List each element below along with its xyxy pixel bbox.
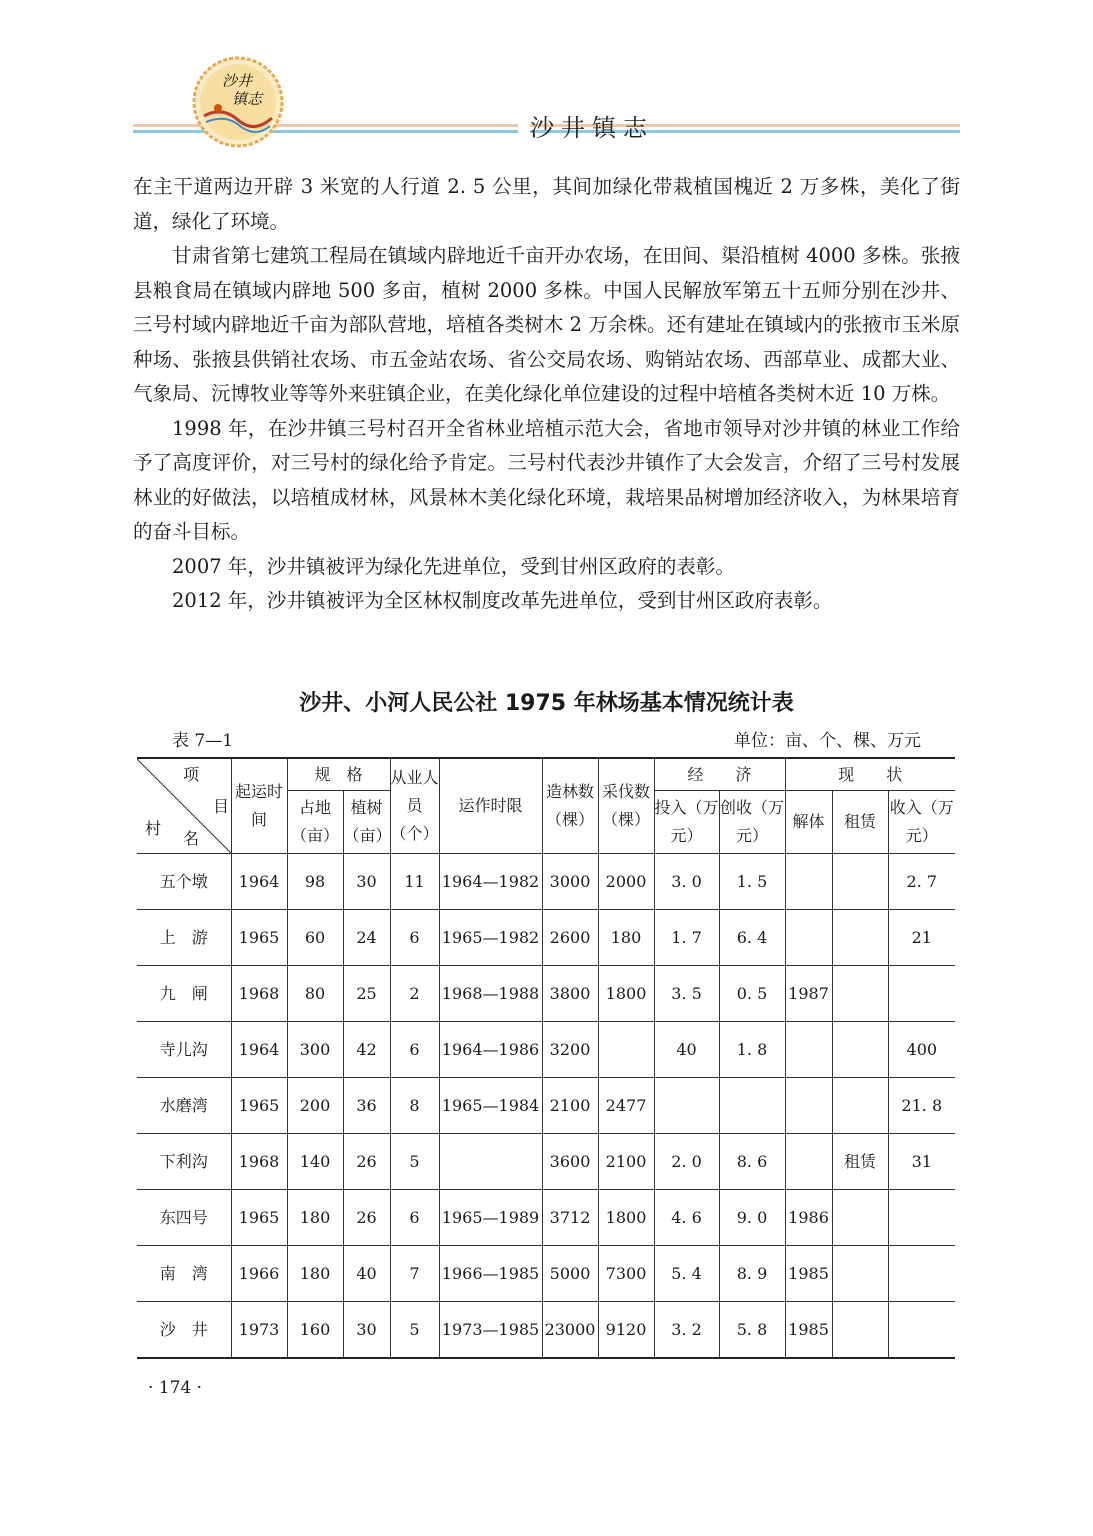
table-cell: 1973 bbox=[231, 1302, 287, 1359]
table-cell: 租赁 bbox=[832, 1134, 888, 1190]
header-start-time: 起运时间 bbox=[231, 758, 287, 854]
header-stripe bbox=[133, 124, 518, 127]
table-cell: 1966—1985 bbox=[439, 1246, 542, 1302]
table-cell: 1. 5 bbox=[719, 854, 785, 910]
table-cell: 23000 bbox=[542, 1302, 598, 1359]
table-cell: 1965 bbox=[231, 1190, 287, 1246]
table-cell: 5000 bbox=[542, 1246, 598, 1302]
table-cell: 3000 bbox=[542, 854, 598, 910]
table-cell: 8. 6 bbox=[719, 1134, 785, 1190]
table-cell: 0. 5 bbox=[719, 966, 785, 1022]
table-row bbox=[137, 910, 955, 966]
table-cell: 21. 8 bbox=[888, 1078, 955, 1134]
table-cell: 80 bbox=[287, 966, 343, 1022]
table-cell: 6 bbox=[390, 910, 439, 966]
table-cell bbox=[832, 1190, 888, 1246]
table-cell: 2477 bbox=[598, 1078, 654, 1134]
village-name-cell: 五个墩 bbox=[137, 854, 231, 910]
header-staff: 从业人员（个） bbox=[390, 758, 439, 854]
table-cell: 1965—1989 bbox=[439, 1190, 542, 1246]
table-cell: 1986 bbox=[785, 1190, 832, 1246]
table-cell: 180 bbox=[598, 910, 654, 966]
header-corner: 项 目 村 名 bbox=[137, 758, 231, 854]
village-name-cell: 上 游 bbox=[137, 910, 231, 966]
table-cell: 9120 bbox=[598, 1302, 654, 1359]
table-cell: 7 bbox=[390, 1246, 439, 1302]
table-cell: 24 bbox=[343, 910, 390, 966]
table-cell: 1973—1985 bbox=[439, 1302, 542, 1359]
table-cell: 21 bbox=[888, 910, 955, 966]
header-dissolved: 解体 bbox=[785, 791, 832, 854]
table-cell: 4. 6 bbox=[654, 1190, 719, 1246]
table-cell: 1968—1988 bbox=[439, 966, 542, 1022]
table-cell: 5 bbox=[390, 1134, 439, 1190]
table-cell: 1968 bbox=[231, 966, 287, 1022]
table-cell: 400 bbox=[888, 1022, 955, 1078]
table-cell: 5. 4 bbox=[654, 1246, 719, 1302]
table-cell: 2. 7 bbox=[888, 854, 955, 910]
paragraph: 2012 年，沙井镇被评为全区林权制度改革先进单位，受到甘州区政府表彰。 bbox=[172, 589, 833, 612]
table-cell: 40 bbox=[654, 1022, 719, 1078]
table-cell bbox=[832, 910, 888, 966]
table-cell bbox=[832, 1246, 888, 1302]
table-cell bbox=[785, 1022, 832, 1078]
table-cell: 3600 bbox=[542, 1134, 598, 1190]
table-cell: 1985 bbox=[785, 1302, 832, 1359]
table-cell bbox=[888, 966, 955, 1022]
svg-text:镇志: 镇志 bbox=[232, 90, 263, 108]
table-cell: 6 bbox=[390, 1022, 439, 1078]
forestry-stats-table bbox=[137, 757, 955, 1359]
table-cell bbox=[785, 910, 832, 966]
table-cell bbox=[598, 1022, 654, 1078]
table-cell: 7300 bbox=[598, 1246, 654, 1302]
table-cell: 1987 bbox=[785, 966, 832, 1022]
table-cell: 3. 0 bbox=[654, 854, 719, 910]
table-cell bbox=[785, 1078, 832, 1134]
table-row bbox=[137, 1134, 955, 1190]
table-cell bbox=[785, 1134, 832, 1190]
table-cell: 25 bbox=[343, 966, 390, 1022]
table-cell bbox=[785, 854, 832, 910]
table-cell: 1964 bbox=[231, 1022, 287, 1078]
table-cell: 1964—1982 bbox=[439, 854, 542, 910]
table-cell bbox=[439, 1134, 542, 1190]
table-cell: 1965—1982 bbox=[439, 910, 542, 966]
table-cell: 2000 bbox=[598, 854, 654, 910]
header-planted: 植树（亩） bbox=[343, 791, 390, 854]
table-cell: 36 bbox=[343, 1078, 390, 1134]
table-cell: 180 bbox=[287, 1190, 343, 1246]
table-cell: 30 bbox=[343, 1302, 390, 1359]
village-name-cell: 寺儿沟 bbox=[137, 1022, 231, 1078]
village-name-cell: 下利沟 bbox=[137, 1134, 231, 1190]
table-cell: 30 bbox=[343, 854, 390, 910]
paragraph: 2007 年，沙井镇被评为绿化先进单位，受到甘州区政府的表彰。 bbox=[172, 554, 735, 578]
header-income: 收入（万元） bbox=[888, 791, 955, 854]
table-cell: 6 bbox=[390, 1190, 439, 1246]
table-cell bbox=[888, 1190, 955, 1246]
table-cell: 26 bbox=[343, 1190, 390, 1246]
table-cell: 1800 bbox=[598, 966, 654, 1022]
paragraph: 甘肃省第七建筑工程局在镇域内辟地近千亩开办农场，在田间、渠沿植树 4000 多株。张掖县粮食局在镇域内辟地 500 多亩，植树 2000 多株。中国人民解放军第五十五师分别在沙井、三号村域内辟地近千亩为部队营地，培植各类树木 2 万余株。还有建址在镇域内的张掖市玉米原种场、张掖县供销社农场、市五金站农场、省公交局农场、购销站农场、西部草业、成都大业、气象局、沅博牧业等等外来驻镇企业，在美化绿化单位建设的过程中培植各类树木近 10 万株。 bbox=[133, 244, 960, 405]
table-cell bbox=[832, 1302, 888, 1359]
table-cell: 2100 bbox=[598, 1134, 654, 1190]
village-name-cell: 南 湾 bbox=[137, 1246, 231, 1302]
table-cell: 3. 5 bbox=[654, 966, 719, 1022]
table-cell: 98 bbox=[287, 854, 343, 910]
table-cell: 2 bbox=[390, 966, 439, 1022]
table-cell: 1. 7 bbox=[654, 910, 719, 966]
table-cell: 8 bbox=[390, 1078, 439, 1134]
table-cell: 2600 bbox=[542, 910, 598, 966]
table-row bbox=[137, 1022, 955, 1078]
table-cell: 200 bbox=[287, 1078, 343, 1134]
header-afforest: 造林数（棵） bbox=[542, 758, 598, 854]
page-header bbox=[0, 0, 1093, 150]
table-unit: 单位：亩、个、棵、万元 bbox=[734, 731, 921, 751]
table-cell: 3. 2 bbox=[654, 1302, 719, 1359]
table-cell: 160 bbox=[287, 1302, 343, 1359]
svg-text:沙井: 沙井 bbox=[222, 72, 253, 90]
table-cell: 2. 0 bbox=[654, 1134, 719, 1190]
table-cell: 8. 9 bbox=[719, 1246, 785, 1302]
table-cell: 60 bbox=[287, 910, 343, 966]
table-cell: 42 bbox=[343, 1022, 390, 1078]
table-cell bbox=[888, 1246, 955, 1302]
header-felling: 采伐数（棵） bbox=[598, 758, 654, 854]
table-cell bbox=[832, 854, 888, 910]
village-name-cell: 沙 井 bbox=[137, 1302, 231, 1359]
table-cell: 1985 bbox=[785, 1246, 832, 1302]
header-status: 现 状 bbox=[785, 758, 955, 791]
header-stripe bbox=[133, 130, 518, 133]
table-cell: 300 bbox=[287, 1022, 343, 1078]
table-row bbox=[137, 1078, 955, 1134]
running-title: 沙井镇志 bbox=[530, 114, 654, 142]
header-invest: 投入（万元） bbox=[654, 791, 719, 854]
table-cell: 1965 bbox=[231, 910, 287, 966]
table-cell: 1800 bbox=[598, 1190, 654, 1246]
paragraph: 1998 年，在沙井镇三号村召开全省林业培植示范大会，省地市领导对沙井镇的林业工作给予了高度评价，对三号村的绿化给予肯定。三号村代表沙井镇作了大会发言，介绍了三号村发展林业的好做法，以培植成材林，风景林木美化绿化环境，栽培果品树增加经济收入，为林果培育的奋斗目标。 bbox=[133, 416, 960, 543]
table-cell bbox=[654, 1078, 719, 1134]
table-row bbox=[137, 1246, 955, 1302]
book-logo-icon bbox=[192, 56, 284, 148]
table-cell: 1964 bbox=[231, 854, 287, 910]
table-cell bbox=[832, 966, 888, 1022]
table-cell: 1. 8 bbox=[719, 1022, 785, 1078]
table-cell: 1965—1984 bbox=[439, 1078, 542, 1134]
table-cell: 6. 4 bbox=[719, 910, 785, 966]
body-text bbox=[133, 170, 960, 619]
table-cell: 9. 0 bbox=[719, 1190, 785, 1246]
table-number: 表 7—1 bbox=[172, 731, 234, 751]
table-cell: 180 bbox=[287, 1246, 343, 1302]
table-cell: 11 bbox=[390, 854, 439, 910]
table-cell: 2100 bbox=[542, 1078, 598, 1134]
header-lease: 租赁 bbox=[832, 791, 888, 854]
table-cell: 3200 bbox=[542, 1022, 598, 1078]
table-cell bbox=[719, 1078, 785, 1134]
header-economy: 经 济 bbox=[654, 758, 785, 791]
table-row bbox=[137, 966, 955, 1022]
table-cell bbox=[888, 1302, 955, 1359]
table-cell: 1968 bbox=[231, 1134, 287, 1190]
table-cell: 26 bbox=[343, 1134, 390, 1190]
table-row bbox=[137, 854, 955, 910]
header-operation: 运作时限 bbox=[439, 758, 542, 854]
village-name-cell: 水磨湾 bbox=[137, 1078, 231, 1134]
table-cell: 3800 bbox=[542, 966, 598, 1022]
village-name-cell: 九 闸 bbox=[137, 966, 231, 1022]
table-cell: 5. 8 bbox=[719, 1302, 785, 1359]
table-cell: 1966 bbox=[231, 1246, 287, 1302]
table-cell: 40 bbox=[343, 1246, 390, 1302]
table-row bbox=[137, 1190, 955, 1246]
village-name-cell: 东四号 bbox=[137, 1190, 231, 1246]
table-cell: 5 bbox=[390, 1302, 439, 1359]
table-cell: 1964—1986 bbox=[439, 1022, 542, 1078]
header-profit: 创收（万元） bbox=[719, 791, 785, 854]
table-cell: 140 bbox=[287, 1134, 343, 1190]
paragraph: 在主干道两边开辟 3 米宽的人行道 2. 5 公里，其间加绿化带栽植国槐近 2 万多株，美化了街道，绿化了环境。 bbox=[133, 175, 960, 233]
header-scale: 规 格 bbox=[287, 758, 390, 791]
table-cell: 1965 bbox=[231, 1078, 287, 1134]
table-cell: 31 bbox=[888, 1134, 955, 1190]
table-cell bbox=[832, 1022, 888, 1078]
table-cell: 3712 bbox=[542, 1190, 598, 1246]
table-cell bbox=[832, 1078, 888, 1134]
page-number: · 174 · bbox=[148, 1378, 203, 1398]
table-row bbox=[137, 1302, 955, 1359]
header-area: 占地（亩） bbox=[287, 791, 343, 854]
table-title: 沙井、小河人民公社 1975 年林场基本情况统计表 bbox=[299, 691, 794, 716]
